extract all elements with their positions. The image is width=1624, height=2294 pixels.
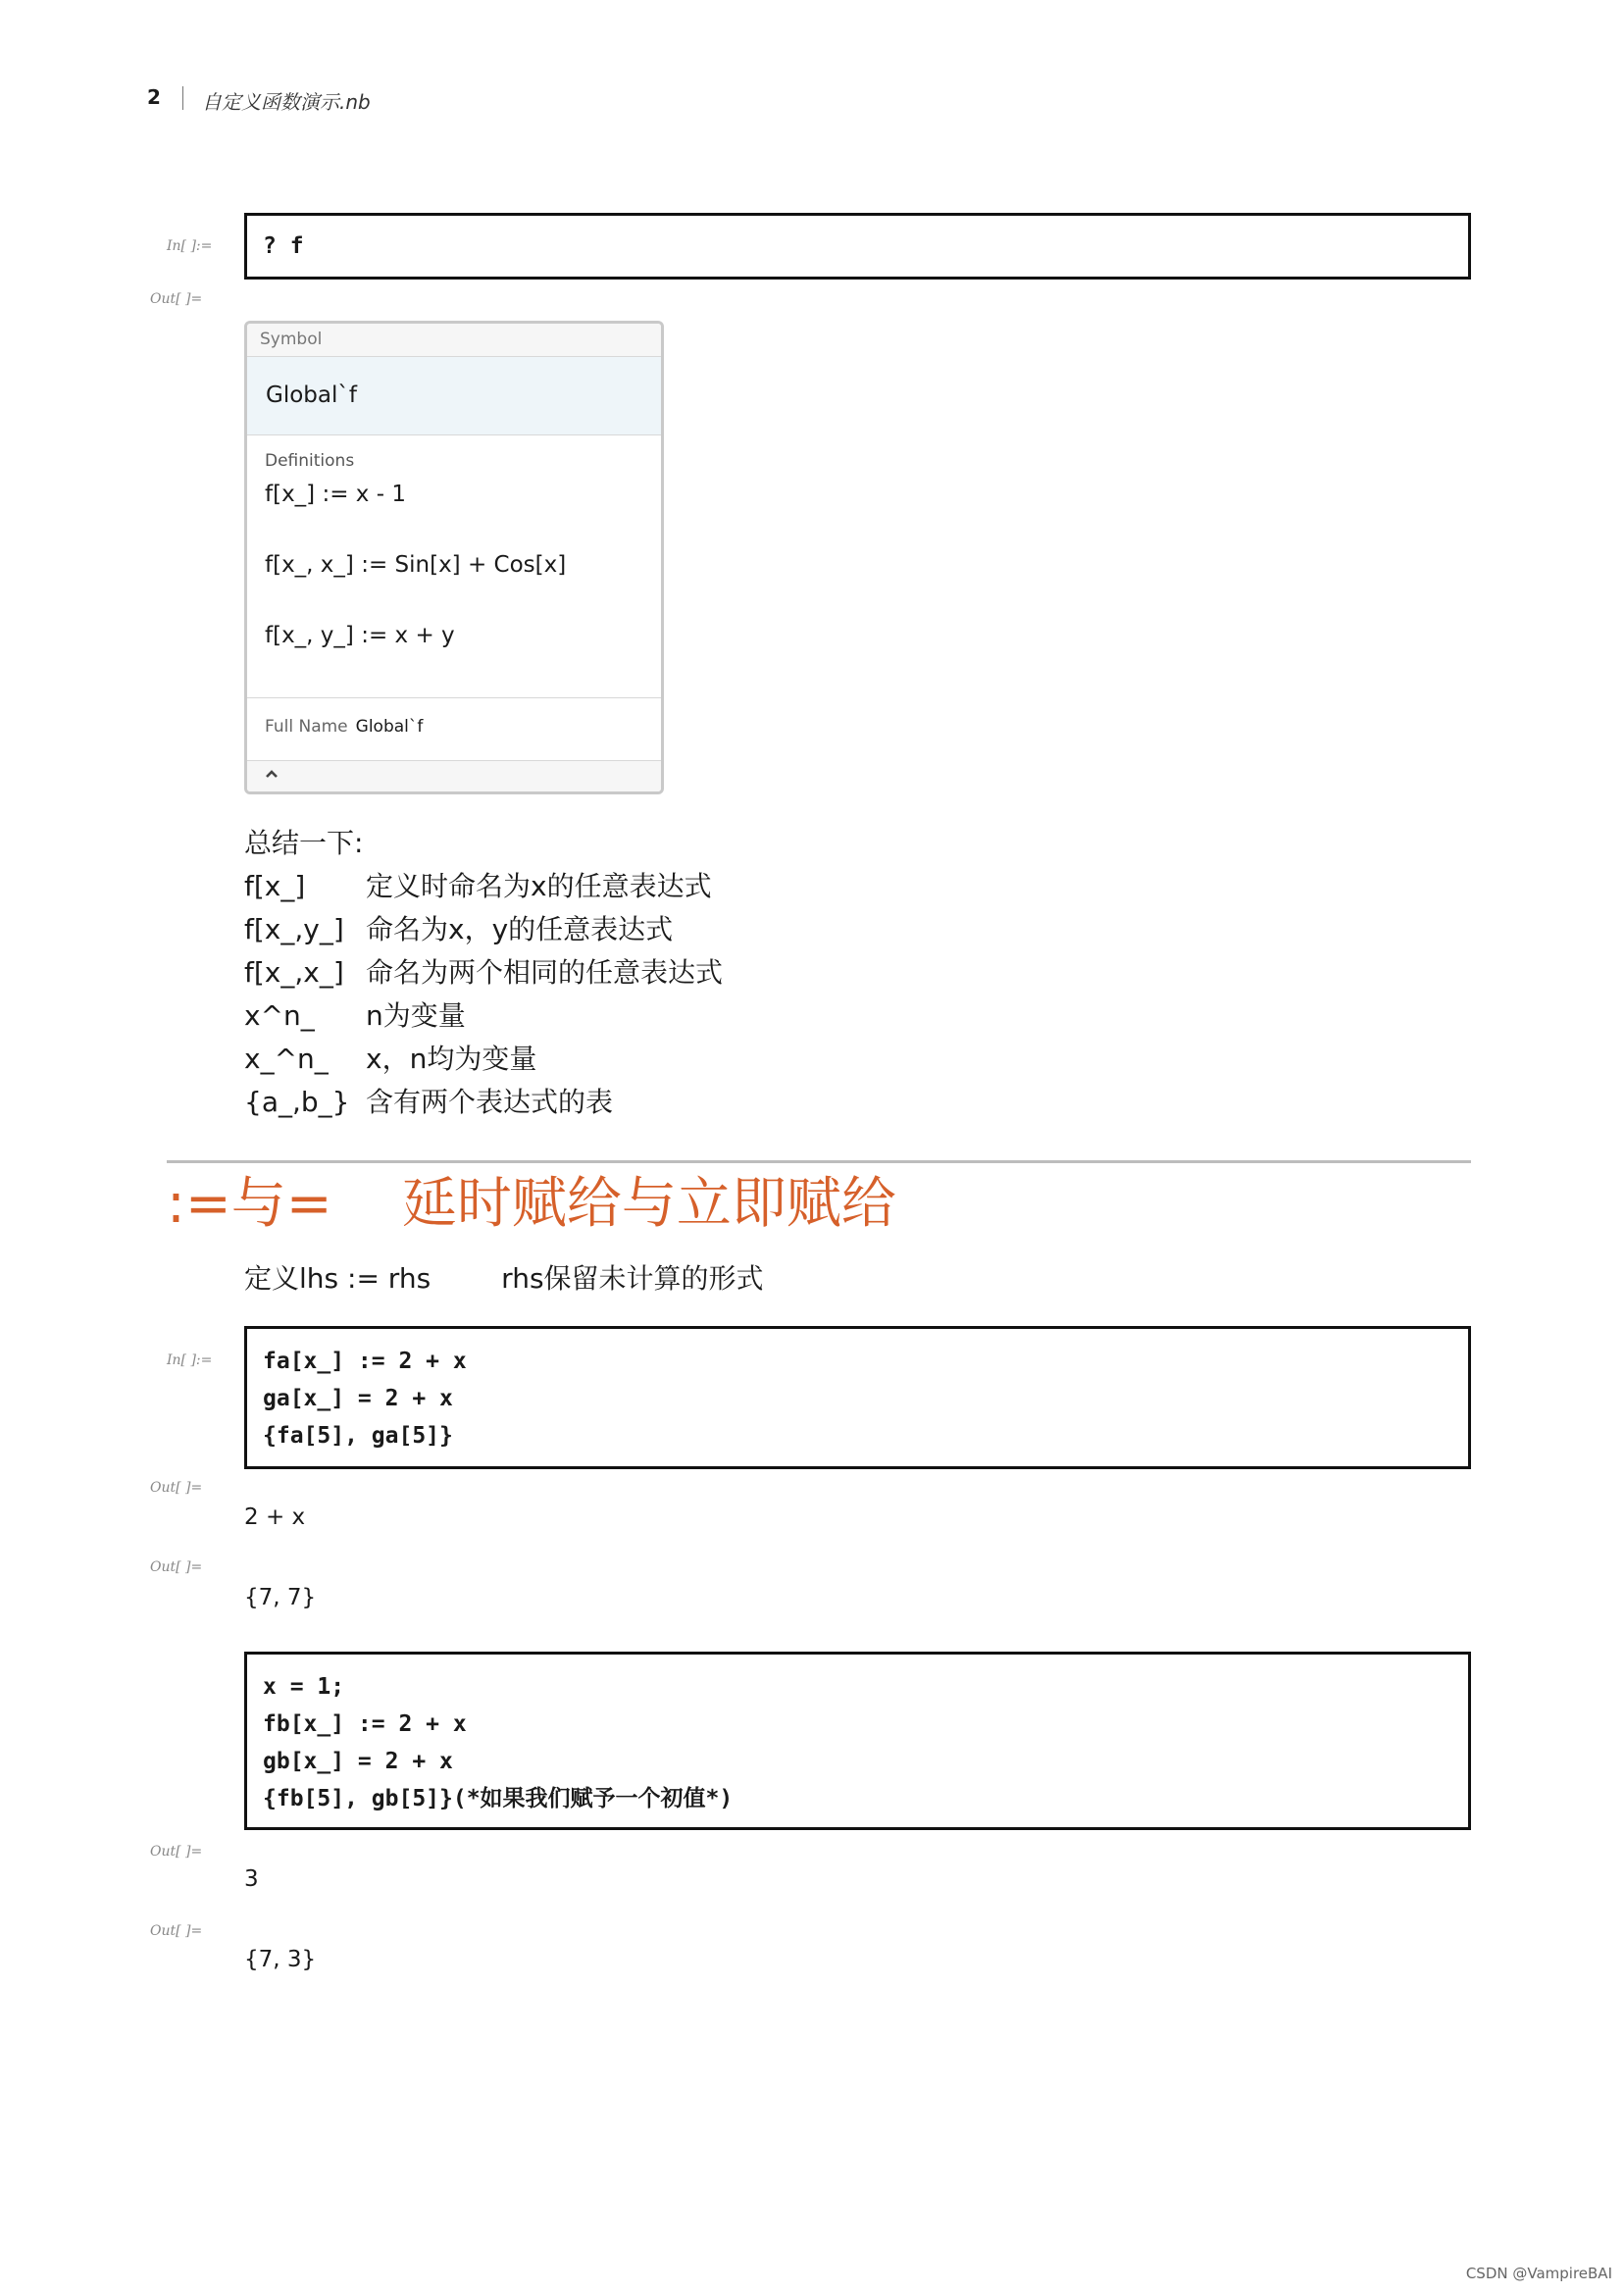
definitions-label: Definitions (265, 451, 355, 471)
summary-meaning: n为变量 (366, 999, 466, 1032)
output-label: Out[ ]= (150, 291, 203, 307)
section-divider (167, 1160, 1471, 1163)
summary-pattern: f[x_] (244, 870, 306, 902)
output-label: Out[ ]= (150, 1559, 203, 1575)
summary-pattern: f[x_,x_] (244, 956, 344, 989)
summary-meaning: x，n均为变量 (366, 1043, 537, 1075)
full-name-label: Full Name (265, 717, 348, 737)
output-label: Out[ ]= (150, 1480, 203, 1496)
summary-title: 总结一下: (244, 827, 364, 859)
page-number: 2 (147, 85, 161, 109)
input-label: In[ ]:= (167, 1352, 213, 1368)
full-name-value: Global`f (355, 717, 424, 737)
output-cell: 3 (244, 1866, 259, 1892)
output-label: Out[ ]= (150, 1923, 203, 1939)
definition-line: f[x_] := x - 1 (265, 482, 406, 507)
summary-row (244, 908, 723, 951)
output-label: Out[ ]= (150, 1844, 203, 1860)
panel-definitions (247, 435, 661, 698)
summary-block (244, 822, 723, 1124)
summary-pattern: x_^n_ (244, 1043, 329, 1075)
summary-row (244, 865, 723, 908)
symbol-info-panel (244, 321, 664, 794)
panel-symbol-name: Global`f (247, 357, 661, 435)
header-separator (182, 86, 183, 110)
input-cell[interactable]: fa[x_] := 2 + x ga[x_] = 2 + x {fa[5], ga[5]} (244, 1326, 1471, 1469)
panel-footer (247, 761, 661, 792)
summary-row (244, 1081, 723, 1124)
document-title: 自定义函数演示.nb (202, 90, 371, 114)
summary-pattern: x^n_ (244, 999, 315, 1032)
summary-pattern: {a_,b_} (244, 1086, 350, 1118)
definition-left: 定义lhs := rhs (244, 1262, 431, 1295)
chevron-up-icon[interactable] (265, 765, 279, 779)
definition-right: rhs保留未计算的形式 (501, 1262, 764, 1295)
section-title: :=与= 延时赋给与立即赋给 (167, 1172, 896, 1236)
output-cell: {7, 3} (244, 1947, 317, 1972)
definition-line: f[x_, y_] := x + y (265, 623, 455, 648)
input-cell[interactable]: ? f (244, 213, 1471, 280)
watermark: CSDN @VampireBAI (1465, 2265, 1612, 2282)
summary-row (244, 951, 723, 994)
summary-row (244, 994, 723, 1038)
panel-full-name (247, 698, 661, 761)
summary-meaning: 定义时命名为x的任意表达式 (366, 870, 712, 902)
summary-meaning: 命名为两个相同的任意表达式 (366, 956, 724, 989)
output-cell: 2 + x (244, 1504, 306, 1530)
panel-type-label: Symbol (247, 324, 661, 357)
output-cell: {7, 7} (244, 1585, 317, 1610)
definition-line: f[x_, x_] := Sin[x] + Cos[x] (265, 552, 567, 578)
input-label: In[ ]:= (167, 238, 213, 254)
summary-row (244, 1038, 723, 1081)
summary-meaning: 命名为x，y的任意表达式 (366, 913, 674, 945)
definition-text (244, 1259, 764, 1299)
input-cell[interactable]: x = 1; fb[x_] := 2 + x gb[x_] = 2 + x {fb[5], gb[5]}(*如果我们赋予一个初值*) (244, 1652, 1471, 1830)
summary-pattern: f[x_,y_] (244, 913, 344, 945)
summary-meaning: 含有两个表达式的表 (366, 1086, 614, 1118)
